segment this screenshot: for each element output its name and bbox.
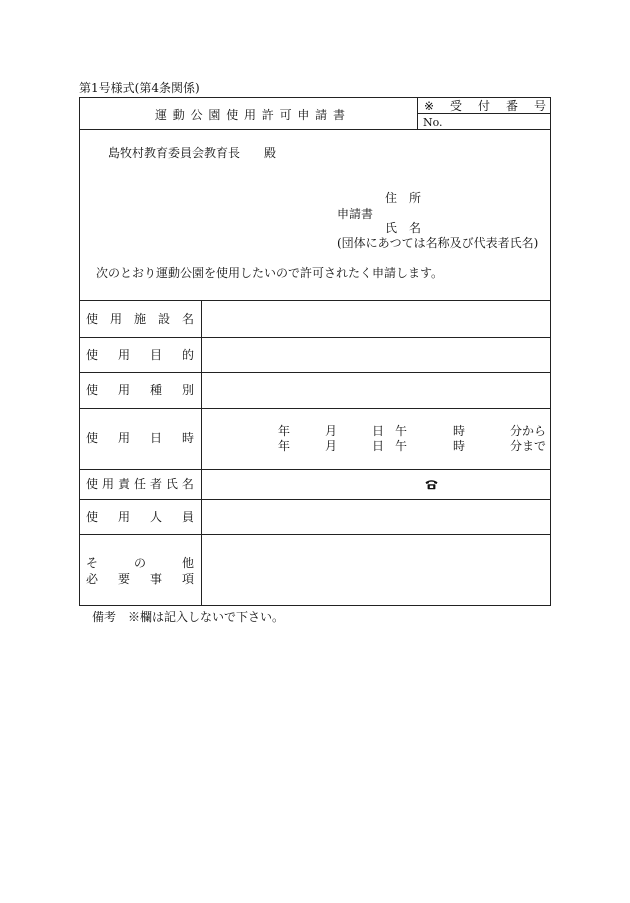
label-char: 施: [133, 312, 146, 326]
datetime-label: [86, 432, 194, 444]
label-char: 要: [117, 572, 130, 586]
name-label: 氏 名: [385, 221, 422, 235]
day-label: 日: [372, 439, 385, 453]
label-char: 使: [86, 477, 99, 491]
label-char: 氏: [165, 477, 178, 491]
label-char: 者: [149, 477, 162, 491]
row-line-type-top: [79, 372, 551, 373]
title-char: 書: [332, 108, 345, 122]
receipt-char: 番: [506, 99, 519, 113]
type-label: [86, 384, 194, 396]
row-line-purpose-top: [79, 337, 551, 338]
label-char: の: [133, 556, 146, 570]
label-char: 任: [133, 477, 146, 491]
label-char: 用: [117, 348, 130, 362]
label-char: 使: [86, 383, 99, 397]
receipt-divider: [417, 113, 551, 114]
label-char: 日: [149, 431, 162, 445]
form-number-label: 第1号様式(第4条関係): [79, 81, 200, 95]
title-char: 申: [297, 108, 310, 122]
label-char: 用: [117, 383, 130, 397]
row-line-responsible-top: [79, 469, 551, 470]
row-line-people-top: [79, 499, 551, 500]
label-char: 種: [149, 383, 162, 397]
row-line-other-top: [79, 534, 551, 535]
label-char: 用: [101, 477, 114, 491]
addressee: 島牧村教育委員会教育長 殿: [108, 146, 277, 160]
label-char: 用: [117, 431, 130, 445]
minute-to-label: 分まで: [510, 439, 547, 453]
label-char: 員: [181, 510, 194, 524]
row-line-datetime-top: [79, 408, 551, 409]
label-char: 使: [86, 312, 99, 326]
receipt-char: 付: [478, 99, 491, 113]
address-label: 住 所: [385, 191, 422, 205]
label-char: 使: [86, 348, 99, 362]
title-char: 使: [226, 108, 239, 122]
title-char: 可: [279, 108, 292, 122]
telephone-icon: [425, 479, 438, 490]
label-char: 使: [86, 431, 99, 445]
year-label: 年: [278, 424, 291, 438]
label-char: 人: [149, 510, 162, 524]
title-char: 請: [315, 108, 328, 122]
other-label-line1: [86, 557, 194, 569]
label-char: 事: [149, 572, 162, 586]
group-note: (団体にあつては名称及び代表者氏名): [337, 236, 539, 250]
row-line-facility-top: [79, 300, 551, 301]
receipt-char: ※: [424, 99, 435, 113]
hour-label: 時: [453, 439, 466, 453]
day-label: 日: [372, 424, 385, 438]
noon-label: 午: [395, 424, 408, 438]
noon-label: 午: [395, 439, 408, 453]
label-char: 用: [109, 312, 122, 326]
label-char: 他: [181, 556, 194, 570]
label-char: 設: [157, 312, 170, 326]
year-label: 年: [278, 439, 291, 453]
label-char: 目: [149, 348, 162, 362]
title-char: 公: [190, 108, 203, 122]
label-char: 項: [181, 572, 194, 586]
hour-label: 時: [453, 424, 466, 438]
minute-from-label: 分から: [510, 424, 547, 438]
title-char: 許: [261, 108, 274, 122]
responsible-person-label: [86, 478, 194, 490]
label-char: そ: [86, 556, 99, 570]
label-char: 名: [181, 477, 194, 491]
purpose-label: [86, 349, 194, 361]
header-bottom-line: [79, 129, 551, 130]
label-char: 責: [117, 477, 130, 491]
other-label-line2: [86, 573, 194, 585]
month-label: 月: [325, 424, 338, 438]
receipt-no-label: No.: [423, 116, 443, 129]
title-char: 園: [208, 108, 221, 122]
title-char: 動: [172, 108, 185, 122]
title-char: 用: [243, 108, 256, 122]
header-divider: [417, 97, 418, 129]
label-char: 用: [117, 510, 130, 524]
form-title: [155, 109, 345, 121]
receipt-number-header: [424, 100, 546, 112]
label-char: 使: [86, 510, 99, 524]
label-char: 必: [86, 572, 99, 586]
applicant-label: 申請書: [337, 207, 374, 221]
remark-note: 備考 ※欄は記入しないで下さい。: [92, 610, 285, 624]
people-count-label: [86, 511, 194, 523]
label-column-divider: [201, 300, 202, 606]
facility-name-label: [86, 313, 194, 325]
month-label: 月: [325, 439, 338, 453]
label-char: 的: [181, 348, 194, 362]
receipt-char: 号: [533, 99, 546, 113]
label-char: 時: [181, 431, 194, 445]
label-char: 名: [181, 312, 194, 326]
label-char: 別: [181, 383, 194, 397]
title-char: 運: [155, 108, 168, 122]
request-statement: 次のとおり運動公園を使用したいので許可されたく申請します。: [96, 266, 444, 280]
receipt-char: 受: [450, 99, 463, 113]
